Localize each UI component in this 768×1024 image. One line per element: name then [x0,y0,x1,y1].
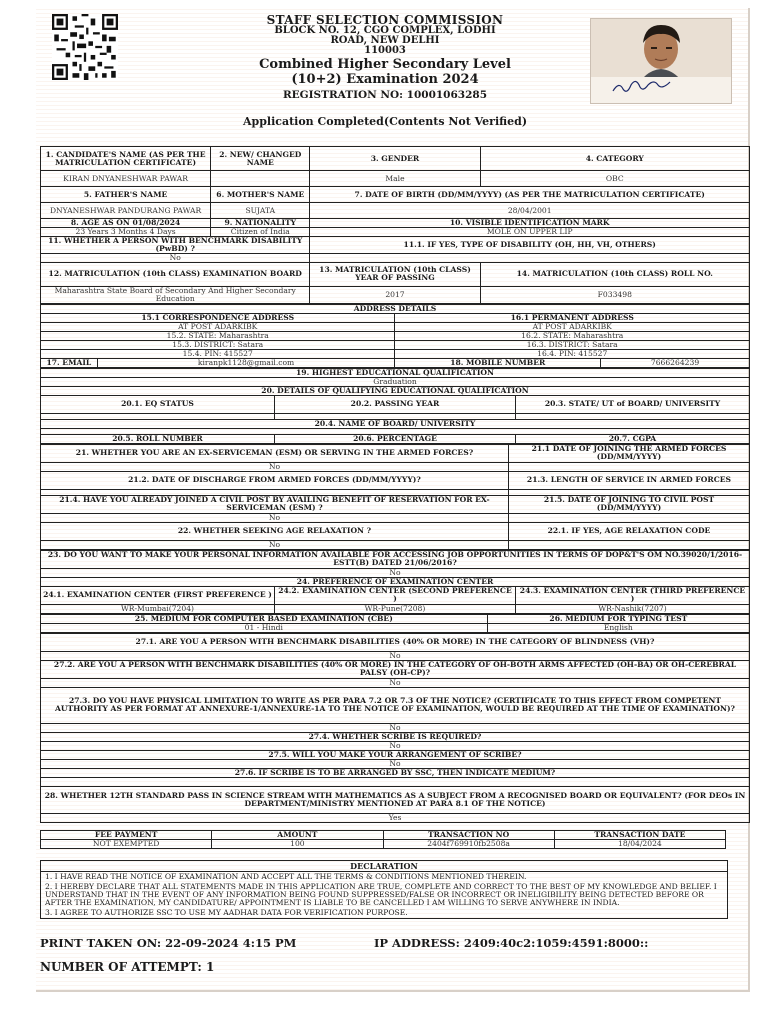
label-amount: AMOUNT [212,831,383,840]
value-personal-info-sharing: No [41,568,750,577]
label-armed-forces-joining: 21.1 DATE OF JOINING THE ARMED FORCES (DD/MM/YYYY) [508,444,749,462]
value-date-of-birth: 28/04/2001 [310,203,750,219]
label-eq-status: 20.1. EQ STATUS [41,395,275,413]
value-correspondence-pin: 15.4. PIN: 415527 [41,349,395,358]
value-center-third: WR-Nashik(7207) [516,604,750,613]
label-age-relaxation-code: 22.1. IF YES, AGE RELAXATION CODE [508,522,749,540]
value-center-second: WR-Pune(7208) [274,604,515,613]
value-mother-name: SUJATA [211,203,310,219]
value-blindness: No [41,651,750,660]
value-correspondence-district: 15.3. DISTRICT: Satara [41,340,395,349]
attempt-count: NUMBER OF ATTEMPT: 1 [40,960,215,974]
declaration-box [40,860,728,919]
label-civil-post: 21.4. HAVE YOU ALREADY JOINED A CIVIL POST BY AVAILING BENEFIT OF RESERVATION FOR EX-SERVICEMAN (ESM) ? [41,495,509,513]
label-new-name: 2. NEW/ CHANGED NAME [211,147,310,171]
value-matric-year: 2017 [310,286,480,303]
label-fee-payment: FEE PAYMENT [41,831,212,840]
label-permanent-address: 16.1 PERMANENT ADDRESS [395,313,750,322]
exam-name-line-1: Combined Higher Secondary Level [259,57,511,72]
qr-code-icon [52,14,118,80]
value-correspondence-address: AT POST ADARKIBK [41,322,395,331]
value-correspondence-state: 15.2. STATE: Maharashtra [41,331,395,340]
value-fee-payment: NOT EXEMPTED [41,840,212,849]
value-permanent-address: AT POST ADARKIBK [395,322,750,331]
registration-number: REGISTRATION NO: 10001063285 [282,89,488,101]
label-age-relaxation: 22. WHETHER SEEKING AGE RELAXATION ? [41,522,509,540]
ip-address: IP ADDRESS: 2409:40c2:1059:4591:8000:: [374,936,649,950]
value-gender: Male [310,171,480,187]
label-mother-name: 6. MOTHER'S NAME [211,187,310,203]
value-civil-post: No [41,513,509,522]
address-line-1: BLOCK NO. 12, CGO COMPLEX, LODHI [274,25,496,36]
label-scribe-medium: 27.6. IF SCRIBE IS TO BE ARRANGED BY SSC, THEN INDICATE MEDIUM? [41,768,750,777]
print-timestamp: PRINT TAKEN ON: 22-09-2024 4:15 PM [40,936,297,950]
value-cbe-medium: 01 - Hindi [41,623,488,632]
value-ex-serviceman: No [41,462,509,471]
value-nationality: Citizen of India [211,228,310,237]
value-age-relaxation: No [41,540,509,549]
value-transaction-date: 18/04/2024 [554,840,725,849]
fee-table [40,830,726,849]
label-matric-board: 12. MATRICULATION (10th CLASS) EXAMINATION BOARD [41,262,310,286]
label-center-first: 24.1. EXAMINATION CENTER (FIRST PREFERENCE ) [41,586,275,604]
application-form-table [40,146,750,823]
label-cbe-medium: 25. MEDIUM FOR COMPUTER BASED EXAMINATION (CBE) [41,614,488,623]
label-physical-limitation: 27.3. DO YOU HAVE PHYSICAL LIMITATION TO WRITE AS PER PARA 7.2 OR 7.3 OF THE NOTICE? (CERTIFICATE TO THIS EFFECT FROM COMPETENT AUTHORITY AS PER FORMAT AT ANNEXURE-1/ANNEXURE-1A TO THE NOTICE OF EXAMINATION, WOULD BE REQUIRED AT THE TIME OF EXAMINATION)? [41,687,750,723]
value-permanent-district: 16.3. DISTRICT: Satara [395,340,750,349]
label-percentage: 20.6. PERCENTAGE [274,434,515,443]
label-oh-disability: 27.2. ARE YOU A PERSON WITH BENCHMARK DISABILITIES (40% OR MORE) IN THE CATEGORY OF OH-BOTH ARMS AFFECTED (OH-BA) OR OH-CEREBRAL PALSY (OH-CP)? [41,660,750,678]
address-line-2: ROAD, NEW DELHI [330,35,440,46]
candidate-photo [590,18,732,104]
label-candidate-name: 1. CANDIDATE'S NAME (AS PER THE MATRICULATION CERTIFICATE) [41,147,211,171]
pincode: 110003 [364,45,406,56]
label-center-third: 24.3. EXAMINATION CENTER (THIRD PREFERENCE ) [516,586,750,604]
label-gender: 3. GENDER [310,147,480,171]
label-date-of-birth: 7. DATE OF BIRTH (DD/MM/YYYY) (AS PER THE MATRICULATION CERTIFICATE) [310,187,750,203]
exam-header [190,14,580,101]
value-transaction-no: 2404f769910fb2508a [383,840,554,849]
label-qualification-details: 20. DETAILS OF QUALIFYING EDUCATIONAL QUALIFICATION [41,386,750,395]
label-board-name: 20.4. NAME OF BOARD/ UNIVERSITY [41,419,750,428]
label-email: 17. EMAIL [41,358,98,367]
label-civil-post-joining: 21.5. DATE OF JOINING TO CIVIL POST (DD/MM/YYYY) [508,495,749,513]
value-scribe-required: No [41,741,750,750]
value-physical-limitation: No [41,723,750,732]
label-center-second: 24.2. EXAMINATION CENTER (SECOND PREFERENCE ) [274,586,515,604]
declaration-item: 2. I HEREBY DECLARE THAT ALL STATEMENTS MADE IN THIS APPLICATION ARE TRUE, COMPLETE AND CORRECT TO THE BEST OF MY KNOWLEDGE AND BELIEF. I UNDERSTAND THAT IN THE EVENT OF ANY INFORMATION BEING FOUND SUPPRESSED/FALSE OR INCORRECT OR INELIGIBILITY BEING DETECTED BEFORE OR AFTER THE EXAMINATION, MY CANDIDATURE/ APPOINTMENT IS LIABLE TO BE CANCELLED I AM WILLING TO SERVE ANYWHERE IN INDIA. [45,881,717,907]
value-highest-qualification: Graduation [41,377,750,386]
value-email: kiranpk1128@gmail.com [97,358,395,367]
value-matric-board: Maharashtra State Board of Secondary And Higher Secondary Education [41,286,310,303]
value-center-first: WR-Mumbai(7204) [41,604,275,613]
value-scribe-medium [41,777,750,786]
label-matric-roll: 14. MATRICULATION (10th CLASS) ROLL NO. [480,262,749,286]
value-own-scribe: No [41,759,750,768]
value-father-name: DNYANESHWAR PANDURANG PAWAR [41,203,211,219]
label-age: 8. AGE AS ON 01/08/2024 [41,219,211,228]
label-transaction-no: TRANSACTION NO [383,831,554,840]
value-mobile: 7666264239 [601,358,750,367]
value-age: 23 Years 3 Months 4 Days [41,228,211,237]
organisation-name: STAFF SELECTION COMMISSION [266,13,504,27]
value-candidate-name: KIRAN DNYANESHWAR PAWAR [41,171,211,187]
label-blindness: 27.1. ARE YOU A PERSON WITH BENCHMARK DISABILITIES (40% OR MORE) IN THE CATEGORY OF BLINDNESS (VH)? [41,633,750,651]
declaration-item: 3. I AGREE TO AUTHORIZE SSC TO USE MY AADHAR DATA FOR VERIFICATION PURPOSE. [45,907,408,917]
value-amount: 100 [212,840,383,849]
label-science-stream: 28. WHETHER 12TH STANDARD PASS IN SCIENCE STREAM WITH MATHEMATICS AS A SUBJECT FROM A RECOGNISED BOARD OR EQUIVALENT? (FOR DEOs IN DEPARTMENT/MINISTRY MENTIONED AT PARA 8.1 OF THE NOTICE) [41,786,750,813]
label-personal-info-sharing: 23. DO YOU WANT TO MAKE YOUR PERSONAL INFORMATION AVAILABLE FOR ACCESSING JOB OPPORTUNITIES IN TERMS OF DOP&T'S OM NO.39020/1/2016-ESTT(B) DATED 21/06/2016? [41,550,750,568]
address-details-title: ADDRESS DETAILS [41,304,750,313]
value-category: OBC [480,171,749,187]
label-nationality: 9. NATIONALITY [211,219,310,228]
label-pwbd: 11. WHETHER A PERSON WITH BENCHMARK DISABILITY (PwBD) ? [41,237,310,254]
label-cgpa: 20.7. CGPA [516,434,750,443]
label-passing-year: 20.2. PASSING YEAR [274,395,515,413]
declaration-item: 1. I HAVE READ THE NOTICE OF EXAMINATION AND ACCEPT ALL THE TERMS & CONDITIONS MENTIONED THEREIN. [45,872,527,881]
application-status: Application Completed(Contents Not Verified) [242,115,528,128]
value-pwbd: No [41,253,310,262]
label-highest-qualification: 19. HIGHEST EDUCATIONAL QUALIFICATION [41,368,750,377]
label-identification-mark: 10. VISIBLE IDENTIFICATION MARK [310,219,750,228]
value-permanent-pin: 16.4. PIN: 415527 [395,349,750,358]
value-typing-medium: English [487,623,749,632]
label-center-preference: 24. PREFERENCE OF EXAMINATION CENTER [41,577,750,586]
label-roll-number: 20.5. ROLL NUMBER [41,434,275,443]
label-correspondence-address: 15.1 CORRESPONDENCE ADDRESS [41,313,395,322]
label-ex-serviceman: 21. WHETHER YOU ARE AN EX-SERVICEMAN (ESM) OR SERVING IN THE ARMED FORCES? [41,444,509,462]
value-disability-type [310,253,750,262]
label-transaction-date: TRANSACTION DATE [554,831,725,840]
value-new-name [211,171,310,187]
photo-icon [591,19,731,103]
value-matric-roll: F033498 [480,286,749,303]
label-disability-type: 11.1. IF YES, TYPE OF DISABILITY (OH, HH, VH, OTHERS) [310,237,750,254]
value-oh-disability: No [41,678,750,687]
label-scribe-required: 27.4. WHETHER SCRIBE IS REQUIRED? [41,732,750,741]
value-science-stream: Yes [41,813,750,822]
label-father-name: 5. FATHER'S NAME [41,187,211,203]
value-identification-mark: MOLE ON UPPER LIP [310,228,750,237]
label-service-length: 21.3. LENGTH OF SERVICE IN ARMED FORCES [508,471,749,489]
declaration-title: DECLARATION [41,861,727,872]
label-category: 4. CATEGORY [480,147,749,171]
label-mobile: 18. MOBILE NUMBER [395,358,601,367]
label-discharge-date: 21.2. DATE OF DISCHARGE FROM ARMED FORCES (DD/MM/YYYY)? [41,471,509,489]
value-permanent-state: 16.2. STATE: Maharashtra [395,331,750,340]
label-matric-year: 13. MATRICULATION (10th CLASS) YEAR OF PASSING [310,262,480,286]
exam-name-line-2: (10+2) Examination 2024 [291,72,479,87]
label-own-scribe: 27.5. WILL YOU MAKE YOUR ARRANGEMENT OF SCRIBE? [41,750,750,759]
label-typing-medium: 26. MEDIUM FOR TYPING TEST [487,614,749,623]
label-board-state: 20.3. STATE/ UT of BOARD/ UNIVERSITY [516,395,750,413]
